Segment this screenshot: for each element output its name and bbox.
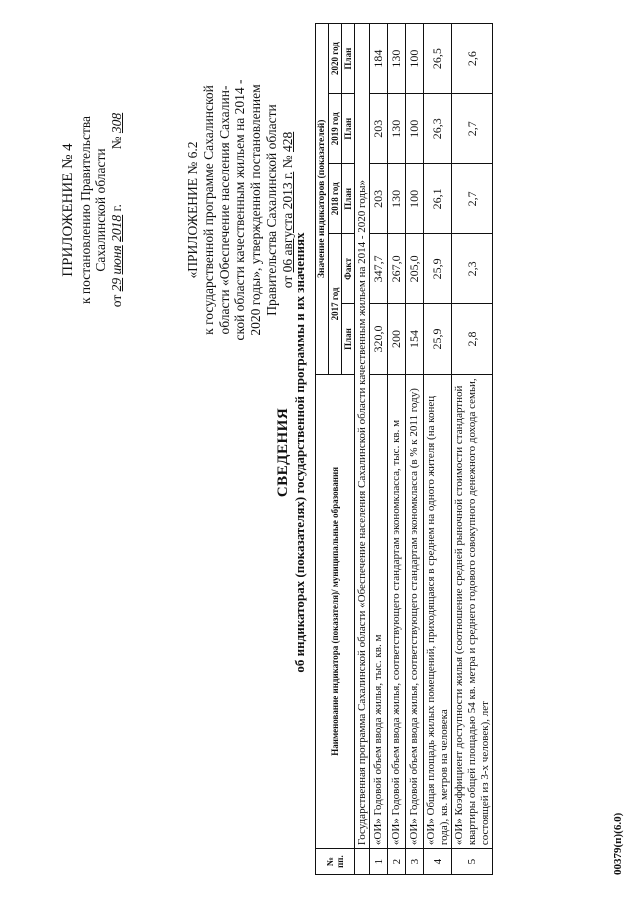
value-2017-plan: 154 [406,304,424,374]
appendix-6-2-title: «ПРИЛОЖЕНИЕ № 6.2 [185,141,200,279]
date-month: июня [109,245,125,275]
date-year: 2018 [109,214,125,242]
header-year-2018: 2018 год [329,164,342,234]
document-subtitle: об индикаторах (показателях) государственной программы и их значениях [292,232,307,673]
document-heading [275,0,308,905]
header-2020-plan: План [342,24,355,94]
header-2017-fact: Факт [342,234,355,304]
document-code: 00379(п)(6.0) [612,812,624,875]
appendix-4-line2: Сахалинской области [93,148,109,272]
appendix-6-2-line2: области «Обеспечение населения Сахалин- [216,85,232,335]
value-2020-plan: 26,5 [424,24,452,94]
header-2019-plan: План [342,94,355,164]
date-prefix: от [279,275,295,289]
appendix-6-2-line5: Правительства Сахалинской области [263,104,279,316]
header-year-2019: 2019 год [329,94,342,164]
indicator-name: «ОИ» Общая площадь жилых помещений, приходящаяся в среднем на одного жителя (на конец года), кв. метров на человека [424,374,452,849]
value-2020-plan: 184 [370,24,388,94]
value-2017-fact: 205,0 [406,234,424,304]
value-2017-fact: 347,7 [370,234,388,304]
row-num: 2 [388,849,406,875]
header-year-2020: 2020 год [329,24,342,94]
header-row-1 [316,24,329,875]
header-2018-plan: План [342,164,355,234]
value-2017-fact: 25,9 [424,234,452,304]
row-num: 4 [424,849,452,875]
header-values-group: Значение индикаторов (показателей) [316,24,329,375]
date-day: 29 [109,277,125,292]
appendix-4-date-line [109,75,125,345]
value-2020-plan: 2,6 [452,24,493,94]
value-2020-plan: 100 [406,24,424,94]
date-suffix: г. [109,204,125,212]
header-year-2017: 2017 год [329,234,342,374]
number-prefix: № [279,155,295,169]
table-row [452,24,493,875]
value-2018-plan: 26,1 [424,164,452,234]
appendix-6-2-line3: ской области качественным жильем на 2014 - [232,79,248,341]
table-row [406,24,424,875]
value-2019-plan: 26,3 [424,94,452,164]
indicator-name: «ОИ» Годовой объем ввода жилья, тыс. кв. м [370,374,388,849]
row-num: 3 [406,849,424,875]
value-2018-plan: 203 [370,164,388,234]
header-num: № пп. [316,849,355,875]
appendix-4-block [60,75,125,345]
value-2019-plan: 130 [388,94,406,164]
value-2017-plan: 2,8 [452,304,493,374]
indicator-name: «ОИ» Коэффициент доступности жилья (соотношение средней рыночной стоимости стандартной квартиры общей площадью 54 кв. метра и среднего годового совокупного денежного дохода семьи, состоящей из 3-х человек), лет [452,374,493,849]
appendix-6-2-line1: к государственной программе Сахалинской [200,85,216,335]
date-prefix: от [109,294,125,308]
value-2018-plan: 100 [406,164,424,234]
header-2017-plan: План [342,304,355,374]
row-num: 1 [370,849,388,875]
value-2019-plan: 203 [370,94,388,164]
table-row [388,24,406,875]
date-value: 06 августа 2013 г. [279,171,295,273]
table-row [370,24,388,875]
document-title: СВЕДЕНИЯ [275,407,291,498]
value-2017-plan: 320,0 [370,304,388,374]
value-2020-plan: 130 [388,24,406,94]
appendix-4-line1: к постановлению Правительства [77,115,93,305]
value-2018-plan: 2,7 [452,164,493,234]
indicators-table [315,23,493,875]
appendix-6-2-line4: 2020 годы», утвержденной постановлением [248,84,264,336]
row-num: 5 [452,849,493,875]
decree-number: 428 [279,131,295,153]
value-2019-plan: 100 [406,94,424,164]
value-2018-plan: 130 [388,164,406,234]
program-row [355,24,370,875]
header-name: Наименование индикатора (показателя)/ муниципальные образования [316,374,355,849]
value-2017-plan: 25,9 [424,304,452,374]
number-prefix: № [109,136,125,150]
program-title: Государственная программа Сахалинской области «Обеспечение населения Сахалинской области качественным жильем на 2014 - 2020 годы» [355,24,370,849]
value-2017-fact: 2,3 [452,234,493,304]
value-2019-plan: 2,7 [452,94,493,164]
value-2017-fact: 267,0 [388,234,406,304]
table-row [424,24,452,875]
indicator-name: «ОИ» Годовой объем ввода жилья, соответствующего стандартам экономкласса (в % к 2011 году) [406,374,424,849]
indicator-name: «ОИ» Годовой объем ввода жилья, соответствующего стандартам экономкласса, тыс. кв. м [388,374,406,849]
appendix-4-title: ПРИЛОЖЕНИЕ № 4 [60,143,76,277]
value-2017-plan: 200 [388,304,406,374]
decree-number: 308 [109,112,125,134]
